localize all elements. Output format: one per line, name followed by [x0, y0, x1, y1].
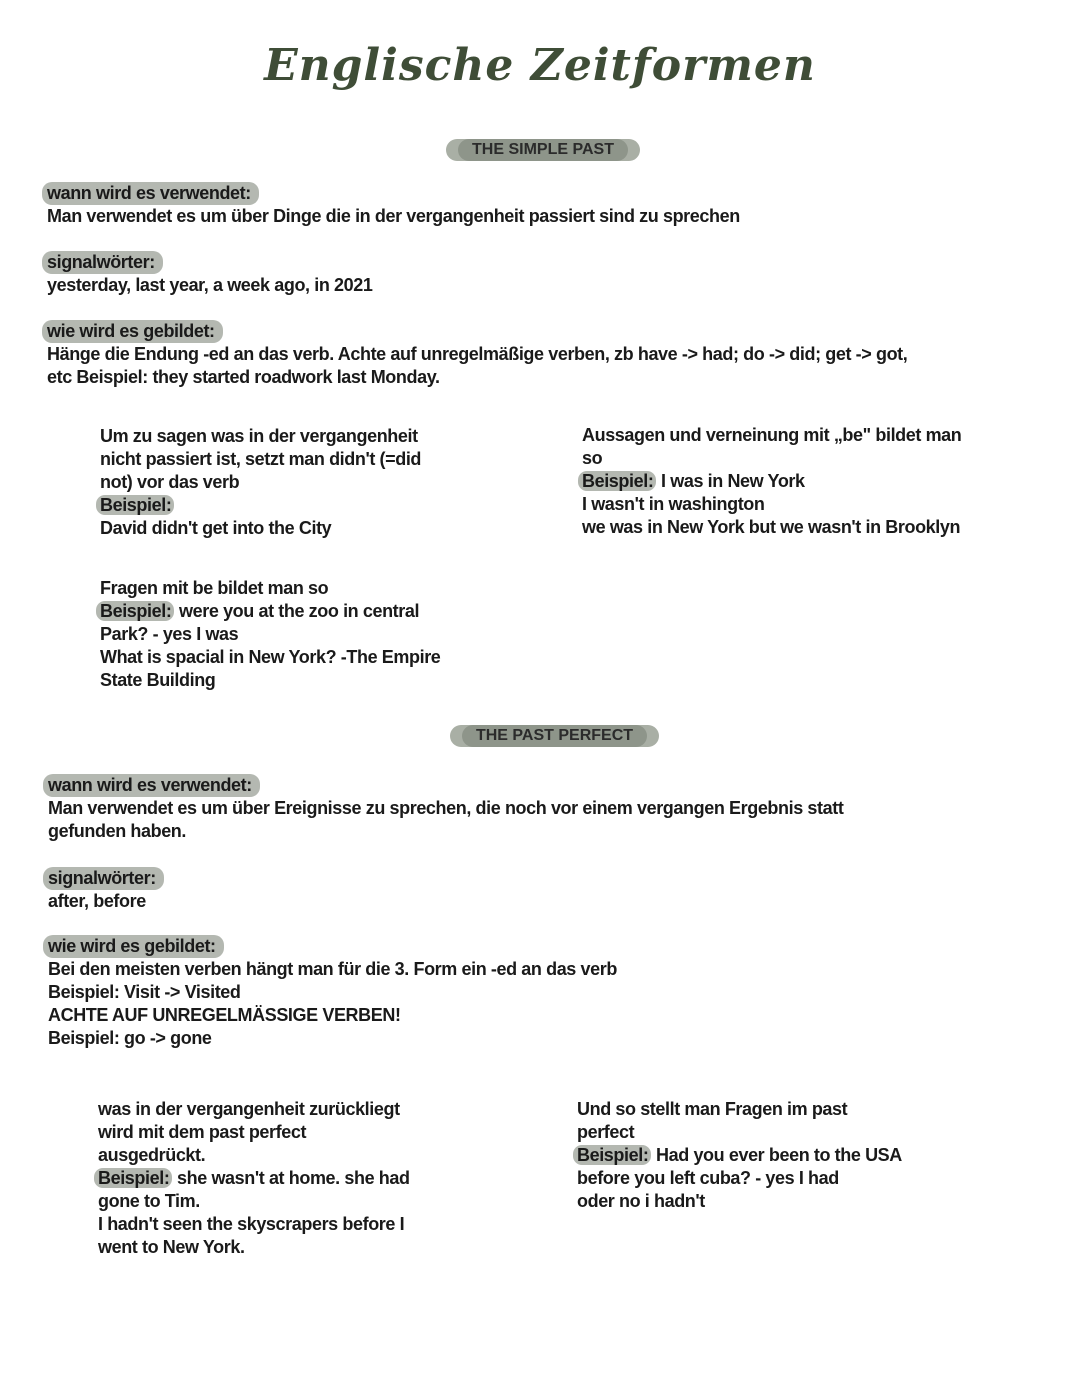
text-line: not) vor das verb — [100, 472, 240, 492]
pp-usage-block — [98, 1098, 410, 1259]
example-highlight: Beispiel: — [573, 1145, 651, 1165]
when-text: Man verwendet es um über Dinge die in der vergangenheit passiert sind zu sprechen — [47, 206, 740, 226]
text-line: so — [582, 448, 603, 468]
sp-negation-block — [100, 425, 421, 540]
text-line: What is spacial in New York? -The Empire — [100, 647, 441, 667]
text-line: I wasn't in washington — [582, 494, 765, 514]
when-label: wann wird es verwendet: — [43, 774, 260, 797]
text-line: nicht passiert ist, setzt man didn't (=did — [100, 449, 422, 469]
example-highlight: Beispiel: — [96, 601, 174, 621]
text-line: went to New York. — [98, 1237, 245, 1257]
how-line: Beispiel: go -> gone — [48, 1028, 212, 1048]
sp-how-block — [47, 320, 907, 389]
when-line: gefunden haben. — [48, 821, 187, 841]
when-label: wann wird es verwendet: — [42, 182, 259, 205]
how-label: wie wird es gebildet: — [42, 320, 223, 343]
text-line: Um zu sagen was in der vergangenheit — [100, 426, 418, 446]
how-label: wie wird es gebildet: — [43, 935, 224, 958]
text-line: oder no i hadn't — [577, 1191, 705, 1211]
text-line: we was in New York but we wasn't in Brooklyn — [582, 517, 961, 537]
example-highlight: Beispiel: — [96, 495, 174, 515]
how-line: Hänge die Endung -ed an das verb. Achte auf unregelmäßige verben, zb have -> had; do -> did; get -> got, — [47, 344, 908, 364]
example-highlight: Beispiel: — [578, 471, 656, 491]
when-line: Man verwendet es um über Ereignisse zu sprechen, die noch vor einem vergangen Ergebnis statt — [48, 798, 844, 818]
section-heading-simple-past — [446, 139, 640, 161]
pp-questions-block — [577, 1098, 902, 1213]
sp-signal-block — [47, 251, 372, 297]
text-line: I hadn't seen the skyscrapers before I — [98, 1214, 405, 1234]
signal-label: signalwörter: — [42, 251, 163, 274]
sp-questions-block — [100, 577, 440, 692]
text-line: before you left cuba? - yes I had — [577, 1168, 839, 1188]
text-line: Fragen mit be bildet man so — [100, 578, 329, 598]
page-title: Englische Zeitformen — [264, 40, 816, 91]
text-line: perfect — [577, 1122, 635, 1142]
pp-when-block — [48, 774, 843, 843]
pp-signal-block — [48, 867, 164, 913]
sp-be-block — [582, 424, 961, 539]
signal-label: signalwörter: — [43, 867, 164, 890]
how-line: ACHTE AUF UNREGELMÄSSIGE VERBEN! — [48, 1005, 401, 1025]
how-line: Bei den meisten verben hängt man für die 3. Form ein -ed an das verb — [48, 959, 617, 979]
text-line: gone to Tim. — [98, 1191, 200, 1211]
text-line: she wasn't at home. she had — [172, 1168, 410, 1188]
text-line: wird mit dem past perfect — [98, 1122, 307, 1142]
text-line: Aussagen und verneinung mit „be" bildet man — [582, 425, 962, 445]
text-line: was in der vergangenheit zurückliegt — [98, 1099, 400, 1119]
example-highlight: Beispiel: — [94, 1168, 172, 1188]
how-line: etc Beispiel: they started roadwork last Monday. — [47, 367, 440, 387]
text-line: Und so stellt man Fragen im past — [577, 1099, 848, 1119]
signal-text: after, before — [48, 891, 146, 911]
text-line: Had you ever been to the USA — [651, 1145, 902, 1165]
sp-when-block — [47, 182, 740, 228]
text-line: State Building — [100, 670, 216, 690]
pp-how-block — [48, 935, 617, 1050]
text-line: David didn't get into the City — [100, 518, 332, 538]
heading-text: THE SIMPLE PAST — [458, 139, 628, 161]
text-line: were you at the zoo in central — [174, 601, 420, 621]
text-line: Park? - yes I was — [100, 624, 239, 644]
text-line: I was in New York — [656, 471, 805, 491]
section-heading-past-perfect — [450, 725, 659, 747]
text-line: ausgedrückt. — [98, 1145, 206, 1165]
heading-text: THE PAST PERFECT — [462, 725, 647, 747]
signal-text: yesterday, last year, a week ago, in 2021 — [47, 275, 373, 295]
how-line: Beispiel: Visit -> Visited — [48, 982, 241, 1002]
